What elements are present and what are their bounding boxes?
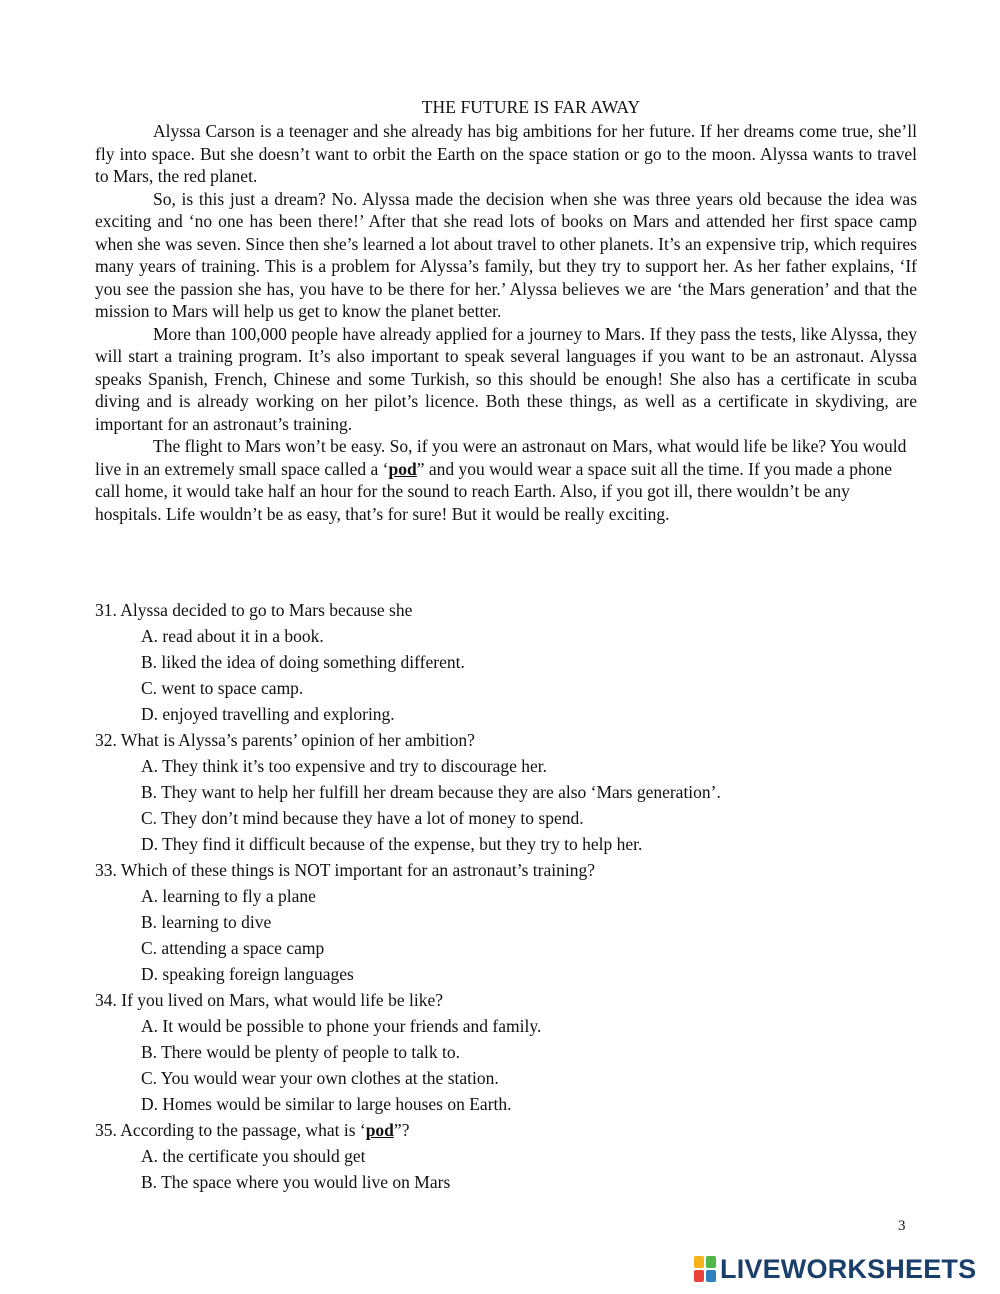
paragraph-text: Alyssa Carson is a teenager and she already has big ambitions for her future. If her dreams come true, she’ll fly into space. But she doesn’t want to orbit the Earth on the space station or go to the moon. Alyssa wants to travel to Mars, the red planet. xyxy=(95,121,917,186)
liveworksheets-logo-icon xyxy=(694,1256,716,1282)
option-a[interactable]: A. It would be possible to phone your friends and family. xyxy=(141,1016,542,1036)
option-d[interactable]: D. enjoyed travelling and exploring. xyxy=(141,704,395,724)
question-list xyxy=(95,597,925,1195)
option-d[interactable]: D. speaking foreign languages xyxy=(141,964,354,984)
option-b[interactable]: B. liked the idea of doing something different. xyxy=(141,652,465,672)
logo-tile-icon xyxy=(706,1270,716,1282)
paragraph-text: More than 100,000 people have already applied for a journey to Mars. If they pass the tests, like Alyssa, they will start a training program. It’s also important to speak several languages if you want to be an astronaut. Alyssa speaks Spanish, French, Chinese and some Turkish, so this should be enough! She also has a certificate in scuba diving and is already working on her pilot’s licence. Both these things, as well as a certificate in skydiving, are important for an astronaut’s training. xyxy=(95,323,917,434)
question-stem-text: 35. According to the passage, what is ‘ xyxy=(95,1120,366,1140)
question-stem-text: 31. Alyssa decided to go to Mars because she xyxy=(95,600,413,620)
logo-wordmark: LIVEWORKSHEETS xyxy=(720,1254,977,1284)
passage-paragraph-2 xyxy=(95,188,917,323)
question-32 xyxy=(95,727,925,857)
option-b[interactable]: B. They want to help her fulfill her dream because they are also ‘Mars generation’. xyxy=(141,782,721,802)
highlighted-word-pod: pod xyxy=(365,1120,394,1140)
logo-tile-icon xyxy=(694,1270,704,1282)
highlighted-word-pod: pod xyxy=(388,458,417,479)
passage-paragraph-4 xyxy=(95,435,917,525)
logo-tile-icon xyxy=(706,1256,716,1268)
question-35 xyxy=(95,1117,925,1195)
option-a[interactable]: A. read about it in a book. xyxy=(141,626,324,646)
page-number: 3 xyxy=(898,1218,906,1234)
question-stem xyxy=(95,597,925,623)
question-stem xyxy=(95,727,925,753)
passage-title: THE FUTURE IS FAR AWAY xyxy=(421,97,641,117)
option-b[interactable]: B. learning to dive xyxy=(141,912,272,932)
paragraph-text: ” and you would wear a space suit all the time. If you made a phone call home, it would take half an hour for the sound to reach Earth. Also, if you got ill, there wouldn’t be any hospitals. Life wouldn’t be as easy, that’s for sure! But it would be really exciting. xyxy=(95,458,892,524)
option-c[interactable]: C. went to space camp. xyxy=(141,678,304,698)
passage-paragraph-1 xyxy=(95,120,917,188)
option-d[interactable]: D. They find it difficult because of the expense, but they try to help her. xyxy=(141,834,643,854)
question-stem xyxy=(95,987,925,1013)
question-31 xyxy=(95,597,925,727)
option-c[interactable]: C. attending a space camp xyxy=(141,938,325,958)
paragraph-text: So, is this just a dream? No. Alyssa made the decision when she was three years old because the idea was exciting and ‘no one has been there!’ After that she read lots of books on Mars and attended her first space camp when she was seven. Since then she’s learned a lot about travel to other planets. It’s an expensive trip, which requires many years of training. This is a problem for Alyssa’s family, but they try to support her. As her father explains, ‘If you see the passion she has, you have to be there for her.’ Alyssa believes we are ‘the Mars generation’ and that the mission to Mars will help us get to know the planet better. xyxy=(95,188,917,321)
question-34 xyxy=(95,987,925,1117)
liveworksheets-logo xyxy=(694,1253,976,1285)
paragraph-text: The flight to Mars won’t be easy. So, if you were an astronaut on Mars, what would life be like? You would live in an extremely small space called a ‘ xyxy=(95,436,907,479)
question-stem-text: 34. If you lived on Mars, what would life be like? xyxy=(95,990,443,1010)
question-stem-text: ”? xyxy=(393,1120,410,1140)
option-c[interactable]: C. They don’t mind because they have a lot of money to spend. xyxy=(141,808,584,828)
question-33 xyxy=(95,857,925,987)
option-b[interactable]: B. There would be plenty of people to talk to. xyxy=(141,1042,460,1062)
option-a[interactable]: A. They think it’s too expensive and try to discourage her. xyxy=(141,756,547,776)
passage-paragraph-3 xyxy=(95,323,917,436)
option-d[interactable]: D. Homes would be similar to large houses on Earth. xyxy=(141,1094,512,1114)
question-stem xyxy=(95,1117,925,1143)
logo-tile-icon xyxy=(694,1256,704,1268)
option-a[interactable]: A. learning to fly a plane xyxy=(141,886,316,906)
reading-passage xyxy=(95,120,917,525)
question-stem-text: 32. What is Alyssa’s parents’ opinion of her ambition? xyxy=(95,730,475,750)
option-b[interactable]: B. The space where you would live on Mars xyxy=(141,1172,451,1192)
option-a[interactable]: A. the certificate you should get xyxy=(141,1146,366,1166)
question-stem xyxy=(95,857,925,883)
question-stem-text: 33. Which of these things is NOT important for an astronaut’s training? xyxy=(95,860,595,880)
option-c[interactable]: C. You would wear your own clothes at the station. xyxy=(141,1068,499,1088)
